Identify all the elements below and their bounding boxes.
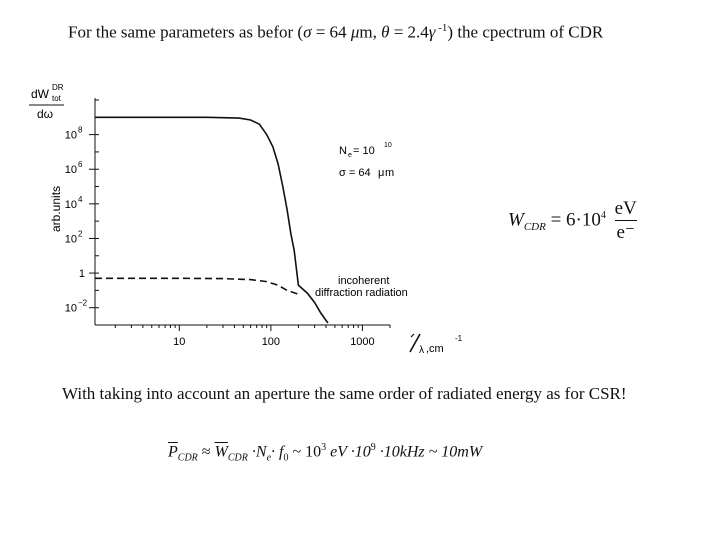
ylabel-denominator: dω <box>37 107 54 121</box>
ann-ne-mid: = 10 <box>353 145 375 157</box>
title-mu: μ <box>350 22 360 42</box>
xlabel-unit: ,cm <box>426 343 444 355</box>
y-axis-fraction-label <box>29 83 64 121</box>
curve-label-line2: diffraction radiation <box>315 287 408 299</box>
xlabel-lambda: λ <box>419 345 424 356</box>
title-gamma-exp: -1 <box>435 22 448 34</box>
y-tick-exp-1: 6 <box>78 160 83 170</box>
power-sim1: ~ 10 <box>288 443 322 461</box>
ann-sigma-mu: μ <box>378 167 385 179</box>
title-gamma: γ <box>428 22 436 42</box>
x-tick-label-1: 100 <box>261 336 281 348</box>
y-tick-label-4: 1 <box>78 268 85 281</box>
ylabel-sup: DR <box>52 83 64 92</box>
power-ne-sub: e <box>266 452 272 464</box>
ann-ne-sub: e <box>348 152 352 159</box>
energy-lhs-sub: CDR <box>523 221 546 234</box>
ann-sigma-unit: m <box>385 167 395 179</box>
y-tick-label-2: 10 <box>64 198 77 211</box>
title-suffix: ) the cpectrum of CDR <box>447 22 604 42</box>
power-p: $\overline{P}$ <box>168 443 178 461</box>
ylabel-sub: tot <box>52 94 61 103</box>
ann-ne-main: N <box>339 145 347 157</box>
energy-num: eV <box>614 198 637 219</box>
power-exp1: 3 <box>321 442 327 453</box>
y-tick-label-1: 10 <box>64 164 77 177</box>
y-tick-label-3: 10 <box>64 233 77 246</box>
y-axis-label: arb.units <box>49 185 63 232</box>
y-tick-exp-5: −2 <box>78 298 88 308</box>
power-ne: ·N <box>247 443 267 461</box>
incoherent-radiation-curve <box>95 278 298 294</box>
xlabel-slash-serif <box>411 334 414 337</box>
x-tick-label-0: 10 <box>173 336 186 348</box>
power-exp2: 9 <box>370 442 376 453</box>
title-sigma: σ <box>303 22 312 42</box>
x-tick-label-2: 1000 <box>350 336 375 348</box>
energy-eq: = 6·10 <box>545 209 601 231</box>
power-w: $\overline{W}$ <box>214 443 228 461</box>
power-f: · f <box>271 443 284 461</box>
param-annotation-ne <box>339 142 392 159</box>
title-sigma-eq: = 64 <box>311 22 351 42</box>
chart-series <box>95 117 328 323</box>
energy-fraction <box>615 198 637 244</box>
title-theta-eq: = 2.4 <box>389 22 429 42</box>
y-tick-exp-0: 8 <box>78 125 83 135</box>
ylabel-numerator: dW <box>31 87 49 101</box>
aperture-statement: With taking into account an aperture the same order of radiated energy as for CSR! <box>62 384 627 403</box>
power-f-sub: 0 <box>283 452 289 464</box>
param-annotation-sigma <box>339 167 394 179</box>
title-theta: θ <box>381 22 390 42</box>
power-p-sub: CDR <box>177 452 198 464</box>
y-tick-exp-3: 2 <box>78 229 83 239</box>
energy-lhs: W <box>508 209 524 231</box>
x-axis-label <box>410 334 463 356</box>
xlabel-exp: -1 <box>455 334 463 343</box>
ann-sigma-main: σ = 64 <box>339 167 371 179</box>
curve-label <box>315 275 408 299</box>
y-tick-label-5: 10 <box>64 302 77 315</box>
title-sigma-unit: m, <box>359 22 382 42</box>
power-equation <box>168 442 482 464</box>
y-tick-label-0: 10 <box>64 129 77 142</box>
energy-den: e⁻ <box>616 222 635 243</box>
power-tail: ·10kHz ~ 10mW <box>375 443 483 461</box>
power-w-sub: CDR <box>227 452 248 464</box>
chart-ticks <box>65 100 390 348</box>
y-tick-exp-2: 4 <box>78 194 83 204</box>
energy-equation <box>508 198 637 244</box>
curve-label-line1: incoherent <box>338 275 390 287</box>
energy-exp: 4 <box>600 210 606 222</box>
power-approx: ≈ <box>197 443 215 461</box>
ann-ne-sup: 10 <box>384 142 392 149</box>
power-ev: eV ·10 <box>326 443 371 461</box>
title-prefix: For the same parameters as befor ( <box>68 22 304 42</box>
